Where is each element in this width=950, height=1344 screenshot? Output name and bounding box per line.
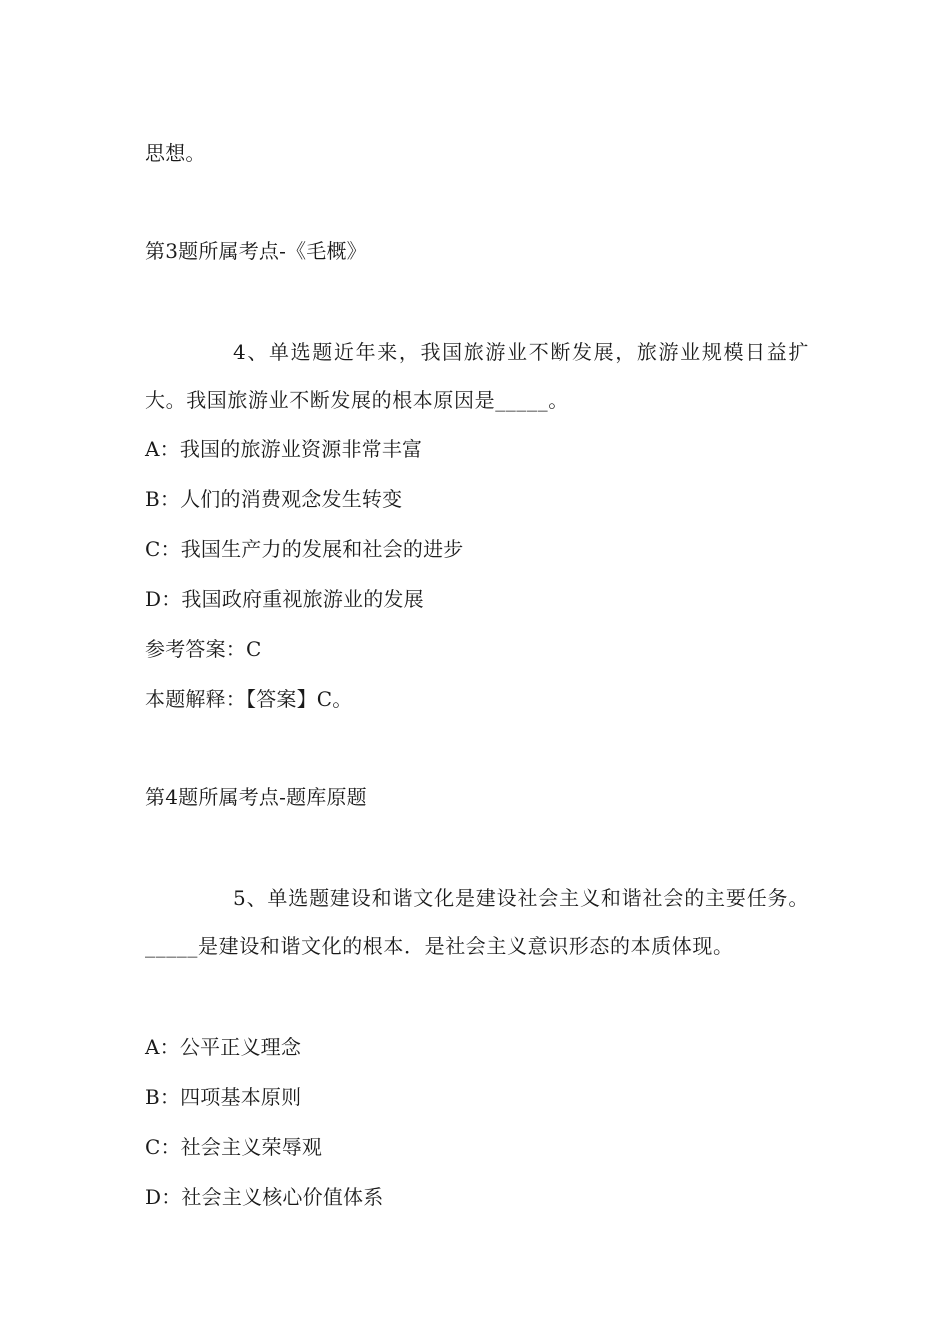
q5-stem: 5、单选题建设和谐文化是建设社会主义和谐社会的主要任务。_____是建设和谐文化的根本．是社会主义意识形态的本质体现。 (145, 886, 809, 958)
q4-option-d: D：我国政府重视旅游业的发展 (145, 587, 424, 611)
q4-explanation: 本题解释：【答案】C。 (145, 687, 353, 711)
q5-option-d: D：社会主义核心价值体系 (145, 1185, 384, 1209)
q4-answer: 参考答案：C (145, 637, 262, 661)
q5-option-a: A：公平正义理念 (145, 1035, 302, 1059)
q4-option-a: A：我国的旅游业资源非常丰富 (145, 437, 423, 461)
q4-stem: 4、单选题近年来，我国旅游业不断发展，旅游业规模日益扩大。我国旅游业不断发展的根本原因是_____。 (145, 340, 809, 412)
q4-option-b: B：人们的消费观念发生转变 (145, 487, 403, 511)
previous-answer-tail: 思想。 (145, 141, 206, 165)
q4-topic: 第4题所属考点-题库原题 (145, 785, 367, 809)
q3-topic: 第3题所属考点-《毛概》 (145, 239, 367, 263)
q4-option-c: C：我国生产力的发展和社会的进步 (145, 537, 464, 561)
q5-option-c: C：社会主义荣辱观 (145, 1135, 323, 1159)
q5-option-b: B：四项基本原则 (145, 1085, 302, 1109)
